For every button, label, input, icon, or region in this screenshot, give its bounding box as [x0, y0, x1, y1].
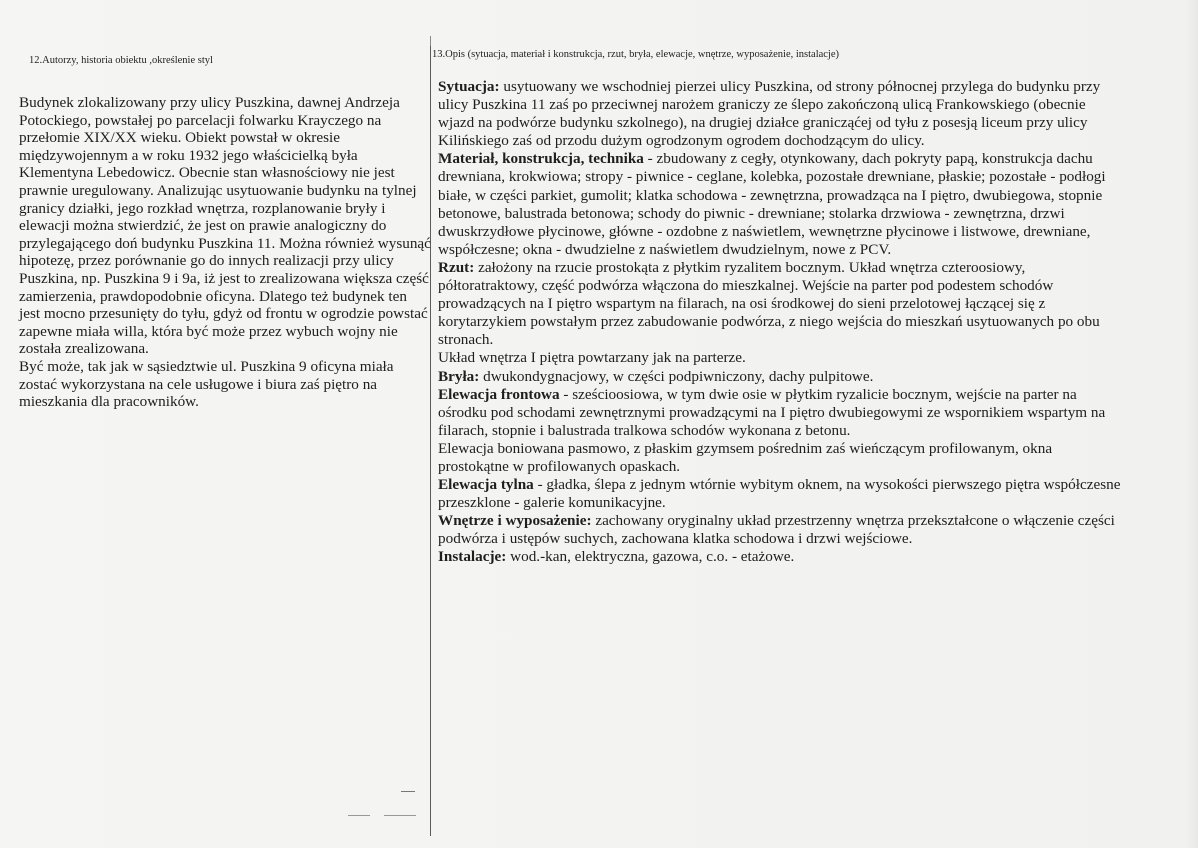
- description-column-header: 13.Opis (sytuacja, materiał i konstrukcja, rzut, bryła, elewacje, wnętrze, wyposażenie, instalacje): [432, 49, 840, 60]
- scan-edge-shadow: [1186, 0, 1198, 848]
- section-text: dwukondygnacjowy, w części podpiwniczony, dachy pulpitowe.: [479, 367, 874, 385]
- section-label: Elewacja frontowa: [438, 385, 560, 403]
- section-interior: [438, 512, 1122, 548]
- section-text: Układ wnętrza I piętra powtarzany jak na parterze.: [438, 349, 746, 367]
- section-text: - zbudowany z cegły, otynkowany, dach pokryty papą, konstrukcja dachu drewniana, krokwiowa; stropy - piwnice - ceglane, kolebka, pozostałe drewniane, płaskie; pozostałe - podłogi białe, w części parkiet, gumolit; klatka schodowa - zewnętrzna, prowadząca na I piętro, dwubiegowa, stopnie betonowe, balustrada betonowa; schody do piwnic - drewniane; stolarka drzwiowa - zewnętrzna, drzwi dwuskrzydłowe płycinowe, główne - ozdobne z naświetlem, wewnętrzne płycinowe i listwowe, drewniane, współczesne; okna - dwudzielne z naświetlem dwudzielnym, nowe z PCV.: [438, 150, 1106, 258]
- section-label: Instalacje:: [438, 548, 507, 566]
- section-label: Elewacja tylna: [438, 476, 534, 494]
- section-installations: [438, 548, 1122, 566]
- section-label: Rzut:: [438, 258, 475, 276]
- history-paragraph: Być może, tak jak w sąsiedztwie ul. Puszkina 9 oficyna miała zostać wykorzystana na cele usługowe i biura zaś piętro na mieszkania dla pracowników.: [19, 357, 394, 411]
- section-situation: [438, 78, 1122, 150]
- history-text: [19, 94, 431, 411]
- section-material: [438, 150, 1122, 259]
- description-column: [432, 48, 1122, 567]
- section-text: założony na rzucie prostokąta z płytkim ryzalitem bocznym. Układ wnętrza czteroosiowy, półtoratraktowy, część podwórza włączona do mieszkalnej. Wejście na parter pod podestem schodów prowadzących na I piętro wspartym na filarach, na osi środkowej do sieni przelotowej łączącej się z korytarzykiem powstałym przez zabudowanie podwórza, z niego wejścia do mieszkań usytuowanych po obu stronach.: [438, 258, 1100, 349]
- history-paragraph: Budynek zlokalizowany przy ulicy Puszkina, dawnej Andrzeja Potockiego, powstałej po parcelacji folwarku Krayczego na przełomie XIX/XX wieku. Obiekt powstał w okresie międzywojennym a w roku 1932 jego właścicielką była Klementyna Lebedowicz. Obecnie stan własnościowy nie jest prawnie uregulowany. Analizując usytuowanie budynku na tylnej granicy działki, jego rozkład wnętrza, rozplanowanie bryły i elewacji można stwierdzić, że jest on prawie analogiczny do przylegającego doń budynku Puszkina 11. Można również wysunąć hipotezę, przez porównanie go do innych realizacji przy ulicy Puszkina, np. Puszkina 9 i 9a, iż jest to zrealizowana większa część zamierzenia, prawdopodobnie oficyna. Dlatego też budynek ten jest mocno przesunięty do tyłu, gdyż od frontu w ogrodzie powstać zapewne miała willa, która być może przez wybuch wojny nie została zrealizowana.: [19, 94, 431, 358]
- section-rear-elevation: [438, 476, 1122, 512]
- history-column-header: 12.Autorzy, historia obiektu ,określenie styl: [29, 55, 213, 66]
- section-plan: [438, 259, 1122, 349]
- section-text: zachowany oryginalny układ przestrzenny wnętrza przekształcone o włączenie części podwórza i ustępów suchych, zachowana klatka schodowa i drzwi wejściowe.: [438, 512, 1115, 548]
- section-plan-upper: [438, 349, 1122, 367]
- scan-artifact: [384, 815, 416, 816]
- section-label: Materiał, konstrukcja, technika: [438, 150, 644, 168]
- scan-artifact: [401, 791, 415, 792]
- description-text: [432, 78, 1122, 567]
- section-label: Bryła:: [438, 367, 480, 385]
- section-text: - gładka, ślepa z jednym wtórnie wybitym oknem, na wysokości pierwszego piętra współczesne przeszklone - galerie komunikacyjne.: [438, 476, 1121, 512]
- section-text: - sześcioosiowa, w tym dwie osie w płytkim ryzalicie bocznym, wejście na parter na ośrodku pod schodami zewnętrznymi prowadzącymi na I piętro dwubiegowymi ze wspornikiem wspartym na filarach, stopnie i balustrada tralkowa schodów wykonana z betonu.: [438, 385, 1106, 439]
- section-massing: [438, 368, 1122, 386]
- section-label: Wnętrze i wyposażenie:: [438, 512, 592, 530]
- section-text: Elewacja boniowana pasmowo, z płaskim gzymsem pośrednim zaś wieńczącym profilowanym, okna prostokątne w profilowanych opaskach.: [438, 439, 1053, 475]
- section-text: usytuowany we wschodniej pierzei ulicy Puszkina, od strony północnej przylega do budynku przy ulicy Puszkina 11 zaś po przeciwnej narożem graniczy ze ślepo zakończoną ulicą Frankowskiego (obecnie wjazd na podwórze budynku szkolnego), na drugiej działce granicząćej od tyłu z posesją liceum przy ulicy Kilińskiego zaś od przodu dużym ogrodzonym ogrodem dochodzącym do ulicy.: [438, 78, 1101, 150]
- section-front-elevation-detail: [438, 440, 1122, 476]
- history-column: [19, 54, 431, 411]
- section-text: wod.-kan, elektryczna, gazowa, c.o. - etażowe.: [506, 548, 795, 566]
- section-front-elevation: [438, 386, 1122, 440]
- section-label: Sytuacja:: [438, 78, 500, 95]
- scan-artifact: [348, 815, 370, 816]
